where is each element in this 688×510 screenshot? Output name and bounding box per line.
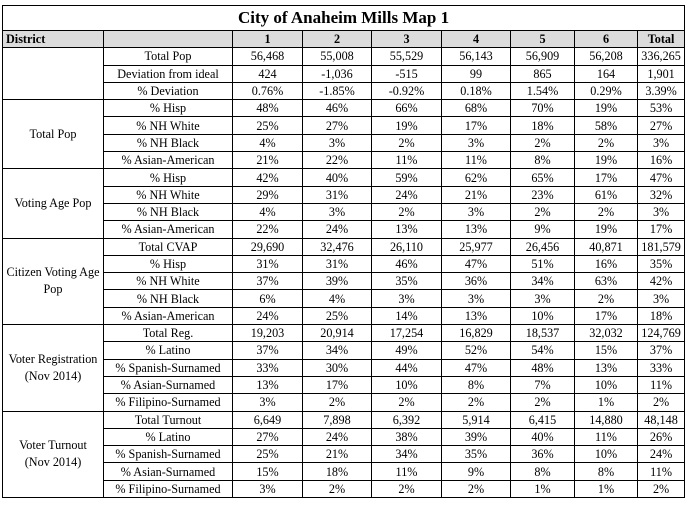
district-cell: 37%	[233, 273, 303, 290]
district-cell: 58%	[575, 117, 638, 134]
district-cell: 1.54%	[511, 82, 575, 99]
district-cell: 46%	[303, 100, 372, 117]
district-cell: 11%	[372, 152, 442, 169]
district-cell: 17%	[575, 169, 638, 186]
table-row	[3, 307, 685, 324]
district-cell: 164	[575, 65, 638, 82]
total-cell: 11%	[638, 463, 685, 480]
district-cell: 2%	[303, 394, 372, 411]
header-row	[3, 31, 685, 48]
total-cell: 2%	[638, 480, 685, 497]
district-cell: 31%	[303, 186, 372, 203]
district-cell: 2%	[511, 203, 575, 220]
district-cell: 21%	[303, 446, 372, 463]
district-cell: 2%	[511, 134, 575, 151]
district-cell: 3%	[303, 134, 372, 151]
district-cell: 13%	[233, 376, 303, 393]
total-cell: 42%	[638, 273, 685, 290]
district-cell: 4%	[303, 290, 372, 307]
total-cell: 1,901	[638, 65, 685, 82]
table-row	[3, 325, 685, 342]
district-cell: 2%	[372, 203, 442, 220]
district-cell: 46%	[372, 255, 442, 272]
district-cell: 36%	[511, 446, 575, 463]
district-cell: 32,476	[303, 238, 372, 255]
row-label: Total Pop	[104, 48, 233, 65]
district-cell: 3%	[442, 290, 511, 307]
district-cell: 3%	[442, 203, 511, 220]
district-cell: 15%	[575, 342, 638, 359]
row-label: % Asian-American	[104, 307, 233, 324]
district-cell: 51%	[511, 255, 575, 272]
district-cell: 19%	[575, 152, 638, 169]
district-cell: 10%	[575, 376, 638, 393]
total-cell: 18%	[638, 307, 685, 324]
district-cell: 55,529	[372, 48, 442, 65]
total-cell: 3%	[638, 134, 685, 151]
table-row	[3, 65, 685, 82]
table-row	[3, 376, 685, 393]
district-cell: 9%	[442, 463, 511, 480]
district-cell: 29%	[233, 186, 303, 203]
district-cell: 2%	[303, 480, 372, 497]
row-label: % Deviation	[104, 82, 233, 99]
total-cell: 53%	[638, 100, 685, 117]
total-cell: 24%	[638, 446, 685, 463]
district-cell: 10%	[511, 307, 575, 324]
table-row	[3, 152, 685, 169]
district-cell: 31%	[233, 255, 303, 272]
district-cell: 36%	[442, 273, 511, 290]
total-cell: 35%	[638, 255, 685, 272]
district-cell: 8%	[575, 463, 638, 480]
district-cell: 20,914	[303, 325, 372, 342]
row-label: % Asian-Surnamed	[104, 463, 233, 480]
row-label: % Asian-American	[104, 152, 233, 169]
district-cell: 8%	[511, 152, 575, 169]
column-header: Total	[638, 31, 685, 48]
total-cell: 17%	[638, 221, 685, 238]
district-cell: 0.76%	[233, 82, 303, 99]
district-cell: 2%	[372, 134, 442, 151]
table-row	[3, 203, 685, 220]
district-cell: 3%	[303, 203, 372, 220]
district-cell: 48%	[511, 359, 575, 376]
district-cell: 424	[233, 65, 303, 82]
section-group-label	[3, 48, 104, 100]
district-cell: 13%	[372, 221, 442, 238]
district-cell: 13%	[442, 221, 511, 238]
column-header: 4	[442, 31, 511, 48]
district-cell: 63%	[575, 273, 638, 290]
total-cell: 124,769	[638, 325, 685, 342]
district-cell: 19%	[372, 117, 442, 134]
district-cell: 2%	[442, 394, 511, 411]
district-cell: 16,829	[442, 325, 511, 342]
district-cell: 23%	[511, 186, 575, 203]
total-cell: 2%	[638, 394, 685, 411]
district-cell: 25%	[233, 446, 303, 463]
column-header: 6	[575, 31, 638, 48]
district-cell: 2%	[372, 480, 442, 497]
total-cell: 32%	[638, 186, 685, 203]
district-cell: 17%	[575, 307, 638, 324]
table-row	[3, 480, 685, 497]
district-cell: 11%	[372, 463, 442, 480]
column-header: 1	[233, 31, 303, 48]
district-cell: 865	[511, 65, 575, 82]
district-cell: 24%	[303, 221, 372, 238]
district-cell: 3%	[233, 394, 303, 411]
row-label: % NH White	[104, 117, 233, 134]
district-cell: 3%	[372, 290, 442, 307]
district-cell: 22%	[303, 152, 372, 169]
district-cell: 6%	[233, 290, 303, 307]
section-group-label: Citizen Voting Age Pop	[3, 238, 104, 324]
district-cell: 40%	[303, 169, 372, 186]
district-cell: 37%	[233, 342, 303, 359]
section-group-label: Voter Registration (Nov 2014)	[3, 325, 104, 411]
row-label: % Filipino-Surnamed	[104, 394, 233, 411]
district-cell: 18,537	[511, 325, 575, 342]
district-cell: 0.18%	[442, 82, 511, 99]
district-cell: 40,871	[575, 238, 638, 255]
table-title: City of Anaheim Mills Map 1	[3, 6, 685, 31]
total-cell: 47%	[638, 169, 685, 186]
district-cell: 2%	[372, 394, 442, 411]
district-cell: 25,977	[442, 238, 511, 255]
district-cell: 8%	[511, 463, 575, 480]
district-cell: 62%	[442, 169, 511, 186]
district-cell: 99	[442, 65, 511, 82]
demographics-table	[2, 5, 685, 498]
district-cell: 42%	[233, 169, 303, 186]
table-row	[3, 186, 685, 203]
table-row	[3, 428, 685, 445]
table-row	[3, 238, 685, 255]
district-cell: 14,880	[575, 411, 638, 428]
district-cell: 27%	[303, 117, 372, 134]
district-cell: 24%	[372, 186, 442, 203]
district-cell: 34%	[511, 273, 575, 290]
district-cell: 3%	[233, 480, 303, 497]
total-cell: 33%	[638, 359, 685, 376]
row-label: % Hisp	[104, 255, 233, 272]
district-cell: 55,008	[303, 48, 372, 65]
district-cell: 24%	[233, 307, 303, 324]
total-cell: 3%	[638, 203, 685, 220]
row-label: % NH Black	[104, 134, 233, 151]
district-cell: 8%	[442, 376, 511, 393]
table-row	[3, 359, 685, 376]
district-cell: 56,143	[442, 48, 511, 65]
column-header: 5	[511, 31, 575, 48]
district-cell: 7%	[511, 376, 575, 393]
district-cell: 56,909	[511, 48, 575, 65]
district-cell: 40%	[511, 428, 575, 445]
district-cell: 52%	[442, 342, 511, 359]
table-row	[3, 411, 685, 428]
total-cell: 27%	[638, 117, 685, 134]
district-cell: 68%	[442, 100, 511, 117]
district-cell: 48%	[233, 100, 303, 117]
column-header: 2	[303, 31, 372, 48]
row-label: Total Reg.	[104, 325, 233, 342]
total-cell: 37%	[638, 342, 685, 359]
district-header: District	[3, 31, 104, 48]
district-cell: -515	[372, 65, 442, 82]
district-cell: 56,208	[575, 48, 638, 65]
district-cell: 30%	[303, 359, 372, 376]
district-cell: 18%	[511, 117, 575, 134]
district-cell: 24%	[303, 428, 372, 445]
district-cell: 34%	[372, 446, 442, 463]
table-row	[3, 463, 685, 480]
district-cell: 13%	[442, 307, 511, 324]
section-group-label: Total Pop	[3, 100, 104, 169]
row-label: Total Turnout	[104, 411, 233, 428]
row-label: Deviation from ideal	[104, 65, 233, 82]
district-cell: 10%	[372, 376, 442, 393]
district-cell: 4%	[233, 134, 303, 151]
table-row	[3, 169, 685, 186]
district-cell: 6,392	[372, 411, 442, 428]
district-cell: 47%	[442, 255, 511, 272]
district-cell: 17%	[442, 117, 511, 134]
row-label: % Hisp	[104, 169, 233, 186]
district-cell: 13%	[575, 359, 638, 376]
row-label: % Latino	[104, 428, 233, 445]
table-row	[3, 290, 685, 307]
row-label: Total CVAP	[104, 238, 233, 255]
district-cell: 44%	[372, 359, 442, 376]
row-label: % Hisp	[104, 100, 233, 117]
district-cell: 17,254	[372, 325, 442, 342]
table-row	[3, 117, 685, 134]
table-row	[3, 221, 685, 238]
district-cell: 39%	[442, 428, 511, 445]
district-cell: 34%	[303, 342, 372, 359]
row-label: % NH White	[104, 273, 233, 290]
district-cell: 3%	[442, 134, 511, 151]
district-cell: 25%	[303, 307, 372, 324]
district-cell: 14%	[372, 307, 442, 324]
district-cell: 19,203	[233, 325, 303, 342]
district-cell: 59%	[372, 169, 442, 186]
section-group-label: Voter Turnout (Nov 2014)	[3, 411, 104, 497]
row-label: % Asian-American	[104, 221, 233, 238]
total-cell: 3%	[638, 290, 685, 307]
table-row	[3, 394, 685, 411]
district-cell: 49%	[372, 342, 442, 359]
row-label: % NH White	[104, 186, 233, 203]
table-row	[3, 446, 685, 463]
district-cell: 6,415	[511, 411, 575, 428]
district-cell: -1.85%	[303, 82, 372, 99]
district-cell: 31%	[303, 255, 372, 272]
district-cell: 4%	[233, 203, 303, 220]
total-cell: 26%	[638, 428, 685, 445]
district-cell: 5,914	[442, 411, 511, 428]
table-row	[3, 134, 685, 151]
district-cell: 11%	[442, 152, 511, 169]
district-cell: 21%	[233, 152, 303, 169]
district-cell: -1,036	[303, 65, 372, 82]
section-group-label: Voting Age Pop	[3, 169, 104, 238]
column-header: 3	[372, 31, 442, 48]
label-header-blank	[104, 31, 233, 48]
total-cell: 16%	[638, 152, 685, 169]
district-cell: 47%	[442, 359, 511, 376]
district-cell: 2%	[575, 290, 638, 307]
district-cell: 3%	[511, 290, 575, 307]
district-cell: 26,456	[511, 238, 575, 255]
district-cell: 0.29%	[575, 82, 638, 99]
total-cell: 3.39%	[638, 82, 685, 99]
row-label: % Latino	[104, 342, 233, 359]
district-cell: 70%	[511, 100, 575, 117]
district-cell: 11%	[575, 428, 638, 445]
district-cell: 2%	[575, 203, 638, 220]
district-cell: 15%	[233, 463, 303, 480]
total-cell: 181,579	[638, 238, 685, 255]
district-cell: 61%	[575, 186, 638, 203]
row-label: % Spanish-Surnamed	[104, 359, 233, 376]
district-cell: 54%	[511, 342, 575, 359]
total-cell: 336,265	[638, 48, 685, 65]
district-cell: 10%	[575, 446, 638, 463]
district-cell: 35%	[372, 273, 442, 290]
district-cell: 39%	[303, 273, 372, 290]
total-cell: 11%	[638, 376, 685, 393]
district-cell: 2%	[575, 134, 638, 151]
district-cell: 19%	[575, 221, 638, 238]
district-cell: 26,110	[372, 238, 442, 255]
district-cell: 2%	[511, 394, 575, 411]
district-cell: 19%	[575, 100, 638, 117]
district-cell: 7,898	[303, 411, 372, 428]
district-cell: 16%	[575, 255, 638, 272]
row-label: % Filipino-Surnamed	[104, 480, 233, 497]
district-cell: 22%	[233, 221, 303, 238]
district-cell: 6,649	[233, 411, 303, 428]
district-cell: 17%	[303, 376, 372, 393]
district-cell: 65%	[511, 169, 575, 186]
district-cell: 32,032	[575, 325, 638, 342]
district-cell: 9%	[511, 221, 575, 238]
district-cell: -0.92%	[372, 82, 442, 99]
district-cell: 1%	[511, 480, 575, 497]
district-cell: 29,690	[233, 238, 303, 255]
row-label: % NH Black	[104, 290, 233, 307]
district-cell: 56,468	[233, 48, 303, 65]
table-row	[3, 342, 685, 359]
district-cell: 33%	[233, 359, 303, 376]
table-row	[3, 82, 685, 99]
total-cell: 48,148	[638, 411, 685, 428]
district-cell: 1%	[575, 480, 638, 497]
row-label: % Spanish-Surnamed	[104, 446, 233, 463]
district-cell: 66%	[372, 100, 442, 117]
district-cell: 2%	[442, 480, 511, 497]
table-row	[3, 48, 685, 65]
table-row	[3, 255, 685, 272]
district-cell: 35%	[442, 446, 511, 463]
district-cell: 25%	[233, 117, 303, 134]
district-cell: 1%	[575, 394, 638, 411]
table-row	[3, 273, 685, 290]
row-label: % Asian-Surnamed	[104, 376, 233, 393]
district-cell: 27%	[233, 428, 303, 445]
district-cell: 18%	[303, 463, 372, 480]
row-label: % NH Black	[104, 203, 233, 220]
district-cell: 21%	[442, 186, 511, 203]
district-cell: 38%	[372, 428, 442, 445]
table-row	[3, 100, 685, 117]
